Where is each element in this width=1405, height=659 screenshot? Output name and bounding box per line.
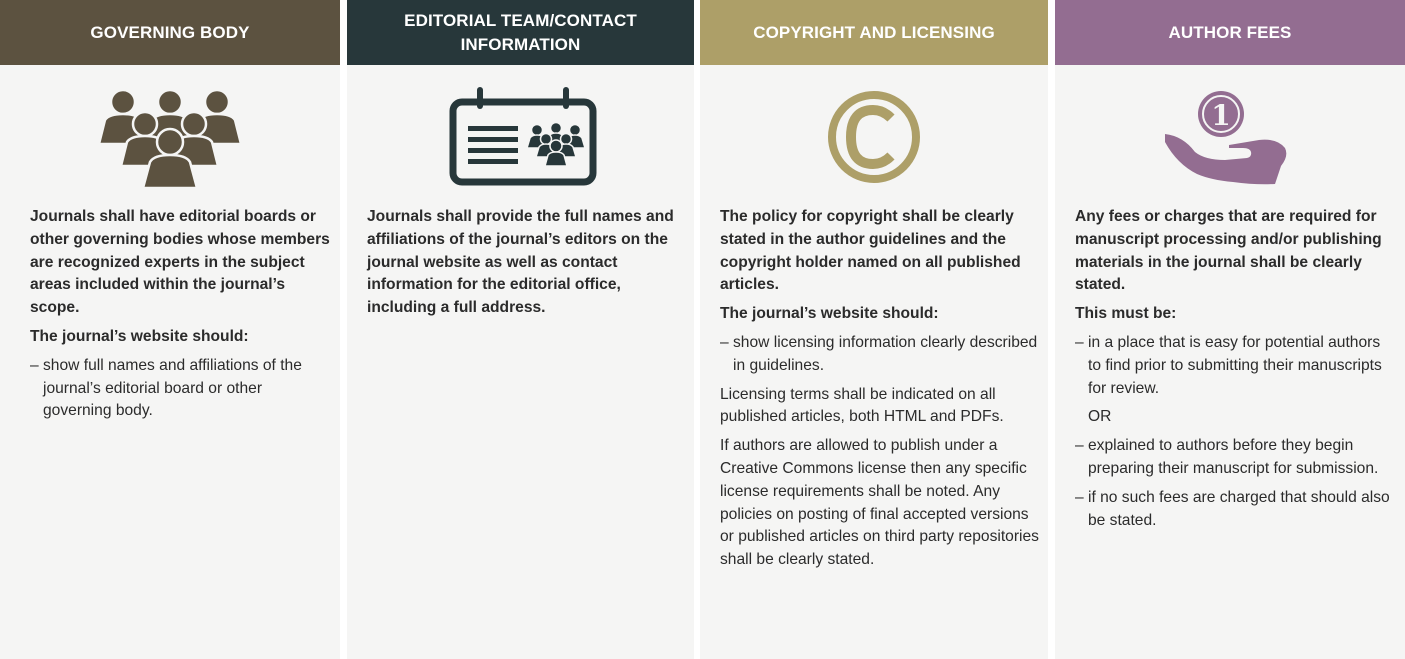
copyright-bullet: – show licensing information clearly described in guidelines. xyxy=(720,333,1038,374)
copyright-title: COPYRIGHT AND LICENSING xyxy=(753,22,995,42)
author-fees-title: AUTHOR FEES xyxy=(1168,22,1292,42)
copyright-panel xyxy=(700,0,1048,659)
author-fees-header xyxy=(1055,0,1405,65)
governing-body-header xyxy=(0,0,340,65)
governing-body-text xyxy=(30,206,330,429)
editorial-intro: Journals shall provide the full names and affiliations of the journal’s editors on the journal website as well as contact information for the editorial office, including a full address. xyxy=(367,208,674,317)
fees-bullet-3: – if no such fees are charged that should also be stated. xyxy=(1075,488,1390,529)
governing-body-title: GOVERNING BODY xyxy=(90,22,250,42)
copyright-header xyxy=(700,0,1048,65)
fees-must-label: This must be: xyxy=(1075,305,1177,323)
copyright-para2: Licensing terms shall be indicated on all published articles, both HTML and PDFs. xyxy=(720,385,1004,426)
author-fees-panel xyxy=(1055,0,1405,659)
copyright-text xyxy=(720,206,1040,578)
coin-numeral: 1 xyxy=(1211,99,1231,132)
copyright-website-label: The journal’s website should: xyxy=(720,305,939,323)
hand-coin-icon xyxy=(1055,82,1405,192)
editorial-team-header xyxy=(347,0,694,65)
governing-bullet: – show full names and affiliations of the journal’s editorial board or other governing body. xyxy=(30,356,302,420)
fees-or: OR xyxy=(1088,408,1112,426)
copyright-icon xyxy=(700,82,1048,192)
people-group-icon xyxy=(0,82,340,192)
fees-intro: Any fees or charges that are required for manuscript processing and/or publishing materials in the journal shall be clearly stated. xyxy=(1075,208,1382,294)
editorial-title-line2: INFORMATION xyxy=(460,34,581,54)
editorial-title-line1: EDITORIAL TEAM/CONTACT xyxy=(404,10,637,30)
fees-bullet-1: – in a place that is easy for potential authors to find prior to submitting their manuscripts for review. xyxy=(1075,333,1382,397)
contact-card-icon xyxy=(347,82,694,192)
copyright-intro: The policy for copyright shall be clearly stated in the author guidelines and the copyright holder named on all published articles. xyxy=(720,208,1021,294)
governing-intro: Journals shall have editorial boards or other governing bodies whose members are recognized experts in the subject areas included within the journal’s scope. xyxy=(30,208,330,317)
editorial-team-text xyxy=(367,206,687,326)
author-fees-text xyxy=(1075,206,1395,538)
governing-body-panel xyxy=(0,0,340,659)
fees-bullet-2: – explained to authors before they begin preparing their manuscript for submission. xyxy=(1075,437,1379,477)
editorial-team-panel xyxy=(347,0,694,659)
copyright-para3: If authors are allowed to publish under a Creative Commons license then any specific license requirements shall be noted. Any policies on posting of final accepted versions or published articles on third party repositories shall be clearly stated. xyxy=(720,437,1039,569)
governing-website-label: The journal’s website should: xyxy=(30,327,249,345)
